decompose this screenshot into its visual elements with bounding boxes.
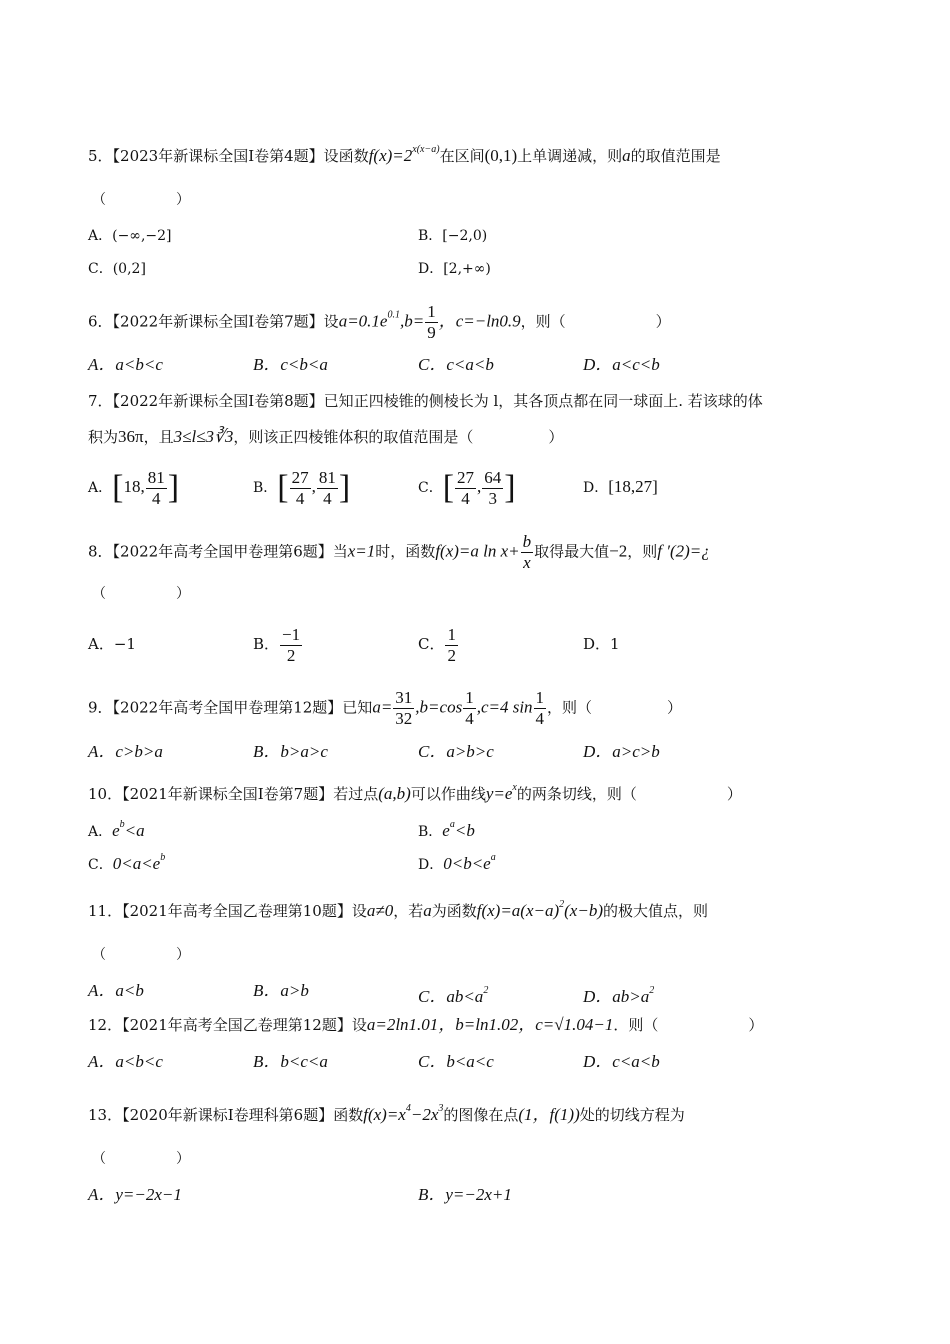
q10-option-c-pre: 0<a<e <box>112 854 161 873</box>
q9-c-den: 4 <box>535 709 545 728</box>
q9-option-a[interactable]: A．c>b>a <box>88 742 163 761</box>
q13-option-a[interactable]: A．y=−2x−1 <box>88 1185 182 1204</box>
q13-option-b[interactable]: B．y=−2x+1 <box>418 1185 512 1204</box>
question-11 <box>88 893 858 923</box>
q9-b-frac <box>463 688 476 729</box>
q12-option-c[interactable]: C．b<a<c <box>418 1052 494 1071</box>
question-5 <box>88 138 858 168</box>
q7-option-c-label: C． <box>418 480 443 496</box>
q7-option-a-label: A． <box>88 480 113 496</box>
q11-option-d[interactable] <box>583 979 654 1009</box>
q6-head: 6．【2022年新课标全国Ⅰ卷第7题】设 <box>88 312 339 331</box>
q10-option-b-exp: a <box>449 819 455 830</box>
q11-func-exp: 2 <box>559 899 565 910</box>
q7-option-c[interactable] <box>418 465 516 510</box>
q11-mid2: 为函数 <box>431 902 477 920</box>
q8-head: 8．【2022年高考全国甲卷理第6题】当 <box>88 542 348 561</box>
q7-option-b[interactable] <box>253 465 350 510</box>
q12-head: 12．【2021年高考全国乙卷理第12题】设 <box>88 1016 367 1034</box>
q11-option-b[interactable]: B．a>b <box>253 981 309 1000</box>
q10-options-row2 <box>88 846 868 873</box>
q12-options <box>88 1050 868 1074</box>
q11-option-c-exp: 2 <box>483 985 489 996</box>
q7-b-comma: , <box>311 477 316 496</box>
q8-mid: 时，函数 <box>375 542 436 561</box>
q10-option-c-label: C． <box>88 857 113 873</box>
q7-a-lbracket: [ <box>112 469 124 506</box>
q8-frac-den: x <box>523 553 531 572</box>
q5-interval: (0,1) <box>484 146 518 165</box>
q9-option-c[interactable]: C．a>b>c <box>418 742 494 761</box>
q5-exp: x(x−a) <box>412 144 440 155</box>
q7-c-n1: 27 <box>457 467 475 487</box>
q7-cond: 3≤l≤3∛3 <box>173 427 234 446</box>
q6-option-a[interactable]: A．a<b<c <box>88 355 163 374</box>
q7-a-den: 4 <box>151 488 161 508</box>
q10-option-d[interactable] <box>418 846 496 877</box>
q5-end: 的取值范围是 <box>630 147 721 165</box>
q10-option-b-rest: <b <box>454 821 475 840</box>
q7-line2-b: ，且 <box>143 428 174 446</box>
q8-func: f(x)=a ln x+ <box>435 541 520 561</box>
question-7-line2 <box>88 425 858 449</box>
q5-mid: 在区间 <box>439 147 485 165</box>
q9-c-num: 1 <box>535 688 545 707</box>
q9-c-frac <box>534 688 547 729</box>
q8-option-b-den: 2 <box>286 645 296 665</box>
q9-option-d[interactable]: D．a>c>b <box>583 742 660 761</box>
q7-c-lbracket: [ <box>442 469 455 506</box>
q10-option-a-rest: <a <box>124 821 145 840</box>
q6-options <box>88 353 868 377</box>
q8-cond: x=1 <box>347 541 376 561</box>
q7-c-frac1 <box>455 468 476 509</box>
q7-c-n2: 64 <box>484 467 502 487</box>
q8-option-c-frac <box>445 625 458 666</box>
q10-head: 10．【2021年新课标全国Ⅰ卷第7题】若过点 <box>88 785 379 803</box>
q11-answer-paren: （ ） <box>92 947 190 963</box>
q6-tail: ，则（ ） <box>520 312 671 331</box>
q7-b-frac2 <box>317 468 338 509</box>
q7-c-d1: 4 <box>461 488 470 508</box>
q10-curve: y=e <box>485 784 513 803</box>
q7-c-frac2 <box>482 468 503 509</box>
q7-option-d[interactable] <box>583 465 658 510</box>
q13-tail2: 处的切线方程为 <box>579 1106 685 1124</box>
q6-a-expr: a=0.1e <box>338 311 388 331</box>
q11-tail: 的极大值点，则 <box>602 902 708 920</box>
q7-d-text: [18,27] <box>608 477 658 496</box>
q6-option-b[interactable]: B．c<b<a <box>253 355 328 374</box>
q5-func: f(x)=2 <box>368 146 413 165</box>
q6-b-num: 1 <box>427 302 436 321</box>
q10-option-b-label: B． <box>418 824 443 840</box>
q5-head: 5．【2023年新课标全国Ⅰ卷第4题】设函数 <box>88 147 369 165</box>
q11-head: 11．【2021年高考全国乙卷理第10题】设 <box>88 902 367 920</box>
q6-option-d[interactable]: D．a<c<b <box>583 355 660 374</box>
q8-answer-paren: （ ） <box>92 586 190 602</box>
q8-options <box>88 622 868 666</box>
q10-option-d-pre: 0<b<e <box>443 854 491 873</box>
q10-option-d-label: D． <box>418 857 444 873</box>
q11-cond: a≠0 <box>366 901 394 920</box>
q11-option-d-exp: 2 <box>649 985 655 996</box>
q7-vol: 36π <box>118 427 144 446</box>
q8-option-b-label: B． <box>253 635 280 653</box>
q13-func: f(x)=x <box>363 1105 406 1124</box>
q7-option-b-label: B． <box>253 480 278 496</box>
q9-tail: ，则（ ） <box>547 698 683 717</box>
q8-option-c-label: C． <box>418 635 445 653</box>
q9-b-den: 4 <box>465 709 474 728</box>
q13-exp4: 4 <box>405 1103 411 1114</box>
q13-point: (1，f(1)) <box>518 1105 580 1124</box>
q5-option-c[interactable]: C．(0,2] <box>88 261 146 277</box>
q7-c-rbracket: ] <box>504 469 516 506</box>
q6-option-c[interactable]: C．c<a<b <box>418 355 494 374</box>
q7-a-num: 81 <box>147 467 165 487</box>
q7-b-frac1 <box>290 468 311 509</box>
question-10 <box>88 776 858 806</box>
q12-a-expr: a=2ln1.01 <box>366 1015 439 1034</box>
question-8 <box>88 532 858 573</box>
q10-option-a-base: e <box>112 821 120 840</box>
q13-tail: 的图像在点 <box>443 1106 519 1124</box>
q6-c-expr: ，c=−ln0.9 <box>438 311 521 331</box>
q5-options-row2 <box>88 257 868 281</box>
q10-options-row1 <box>88 813 868 840</box>
q13-exp3: 3 <box>438 1103 444 1114</box>
q12-option-a[interactable]: A．a<b<c <box>88 1052 163 1071</box>
q7-b-lbracket: [ <box>277 469 289 506</box>
q11-func: f(x)=a(x−a) <box>476 901 560 920</box>
q7-line2-c: ，则该正四棱锥体积的取值范围是（ ） <box>233 428 564 446</box>
q9-a-den: 32 <box>395 709 413 728</box>
q6-a-exp: 0.1 <box>387 309 400 321</box>
q5-option-b[interactable]: B．[−2,0) <box>418 228 488 244</box>
q6-b-lhs: ,b= <box>399 311 425 331</box>
q12-b-expr: ，b=ln1.02 <box>438 1015 519 1034</box>
q8-frac <box>521 532 534 573</box>
q9-a-lhs: a= <box>372 697 393 717</box>
q11-var: a <box>423 901 432 920</box>
q7-b-n1: 27 <box>291 467 309 487</box>
q10-curve-exp: x <box>512 782 517 793</box>
q8-option-b-frac <box>280 625 302 666</box>
q10-option-a-exp: b <box>119 819 125 830</box>
q11-option-c-text: C．ab<a <box>418 987 484 1006</box>
q5-option-a[interactable]: A．(−∞,−2] <box>88 228 172 244</box>
q9-options <box>88 740 868 764</box>
q12-option-d[interactable]: D．c<a<b <box>583 1052 660 1071</box>
q7-a-rbracket: ] <box>167 469 180 506</box>
question-9 <box>88 688 858 729</box>
q12-option-b[interactable]: B．b<c<a <box>253 1052 328 1071</box>
q8-tail: 取得最大值 <box>534 542 610 561</box>
q11-option-a[interactable]: A．a<b <box>88 981 144 1000</box>
q7-b-rbracket: ] <box>338 469 351 506</box>
q8-option-b[interactable] <box>253 622 303 666</box>
q10-point: (a,b) <box>378 784 411 803</box>
q13-options <box>88 1183 868 1207</box>
q7-b-d1: 4 <box>295 488 305 508</box>
q13-answer-paren: （ ） <box>92 1151 190 1167</box>
q10-option-b[interactable] <box>418 813 475 844</box>
q11-option-d-text: D．ab>a <box>583 987 650 1006</box>
q8-ask: f ′(2)=¿ <box>657 541 710 561</box>
q12-tail: ．则（ ） <box>613 1016 764 1034</box>
q9-a-frac <box>393 688 414 729</box>
q11-options <box>88 979 868 1006</box>
q7-b-n2: 81 <box>318 467 336 487</box>
q7-line2-a: 积为 <box>88 428 119 446</box>
q7-options <box>88 465 868 509</box>
q11-mid: ，若 <box>393 902 424 920</box>
q7-a-frac <box>146 468 167 509</box>
question-7-line1: 7．【2022年新课标全国Ⅰ卷第8题】已知正四棱锥的侧棱长为 l，其各顶点都在同一球面上. 若该球的体 <box>88 392 763 410</box>
q8-option-b-num: −1 <box>282 624 301 644</box>
q5-tail: 上单调递减，则 <box>517 147 623 165</box>
q9-a-num: 31 <box>395 688 413 707</box>
question-12 <box>88 1013 858 1037</box>
q8-option-c[interactable] <box>418 622 459 666</box>
q9-option-b[interactable]: B．b>a>c <box>253 742 328 761</box>
question-13 <box>88 1097 858 1127</box>
q8-option-c-den: 2 <box>447 645 456 665</box>
q5-answer-paren: （ ） <box>92 192 190 208</box>
q10-option-a[interactable] <box>88 813 145 844</box>
q8-option-c-num: 1 <box>447 624 456 644</box>
q8-frac-num: b <box>522 532 532 551</box>
q10-option-c-exp: b <box>160 852 166 863</box>
q8-maxv: −2 <box>609 541 628 561</box>
q7-b-d2: 4 <box>323 488 332 508</box>
q5-options-row1 <box>88 224 868 248</box>
q5-option-d[interactable]: D．[2,+∞) <box>418 261 491 277</box>
q10-mid: 可以作曲线 <box>410 785 486 803</box>
q7-a-left: 18, <box>123 477 145 496</box>
q10-option-b-base: e <box>442 821 450 840</box>
q7-c-comma: , <box>477 477 482 496</box>
q11-option-c[interactable] <box>418 979 488 1009</box>
q10-option-a-label: A． <box>88 824 113 840</box>
q7-option-a[interactable] <box>88 465 179 510</box>
q9-b-num: 1 <box>465 688 474 707</box>
q7-c-d2: 3 <box>488 488 498 508</box>
q10-tail: 的两条切线，则（ ） <box>516 785 742 803</box>
q8-tail2: ，则 <box>627 542 658 561</box>
q8-option-d[interactable]: D．1 <box>583 635 620 653</box>
q10-option-d-exp: a <box>490 852 496 863</box>
q8-option-a[interactable]: A．−1 <box>88 635 136 653</box>
q6-b-den: 9 <box>427 323 436 342</box>
q6-b-fraction <box>425 302 438 343</box>
q13-head: 13．【2020年新课标Ⅰ卷理科第6题】函数 <box>88 1106 364 1124</box>
q12-c-expr: ，c=√1.04−1 <box>518 1015 614 1034</box>
question-6 <box>88 302 858 343</box>
q9-b-lhs: ,b=cos <box>415 697 463 717</box>
q9-c-lhs: ,c=4 sin <box>476 697 533 717</box>
q10-option-c[interactable] <box>88 846 165 877</box>
q9-head: 9．【2022年高考全国甲卷理第12题】已知 <box>88 698 373 717</box>
q11-func-rest: (x−b) <box>564 901 603 920</box>
q13-mid: −2x <box>410 1105 439 1124</box>
q5-var: a <box>622 146 631 165</box>
q7-option-d-label: D． <box>583 480 609 496</box>
